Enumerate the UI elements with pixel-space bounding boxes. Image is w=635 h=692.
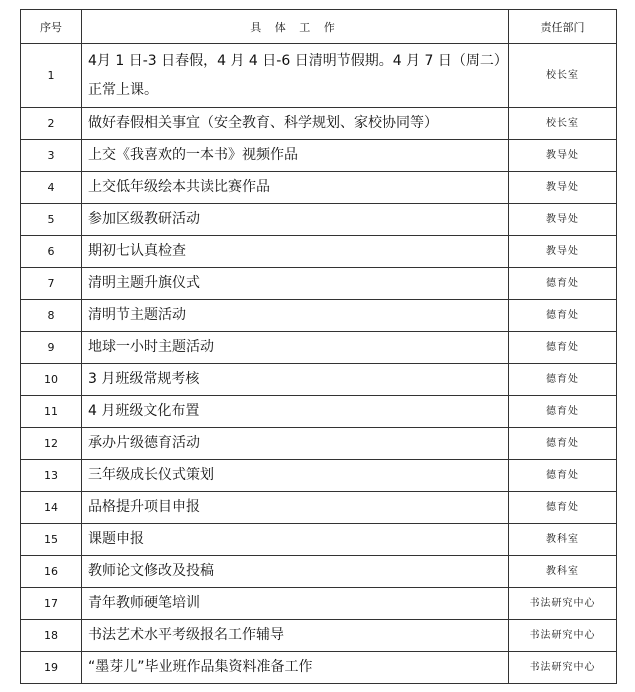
row-number: 2 — [21, 108, 82, 140]
row-number: 13 — [21, 460, 82, 492]
row-number: 3 — [21, 140, 82, 172]
row-department: 教导处 — [509, 204, 617, 236]
table-row — [21, 556, 617, 588]
row-number: 18 — [21, 620, 82, 652]
row-department: 德育处 — [509, 428, 617, 460]
row-task: 参加区级教研活动 — [82, 204, 509, 236]
work-schedule-table — [20, 9, 617, 684]
table-row — [21, 428, 617, 460]
row-number: 19 — [21, 652, 82, 684]
row-department: 德育处 — [509, 364, 617, 396]
row-number: 11 — [21, 396, 82, 428]
row-task: 做好春假相关事宜（安全教育、科学规划、家校协同等） — [82, 108, 509, 140]
table-row — [21, 268, 617, 300]
table-row — [21, 524, 617, 556]
row-task: 地球一小时主题活动 — [82, 332, 509, 364]
row-task: 教师论文修改及投稿 — [82, 556, 509, 588]
row-number: 10 — [21, 364, 82, 396]
row-department: 校长室 — [509, 108, 617, 140]
row-task: 青年教师硬笔培训 — [82, 588, 509, 620]
table-row — [21, 44, 617, 108]
row-task: 期初七认真检查 — [82, 236, 509, 268]
row-number: 6 — [21, 236, 82, 268]
row-number: 5 — [21, 204, 82, 236]
row-number: 8 — [21, 300, 82, 332]
row-department: 校长室 — [509, 44, 617, 108]
table-row — [21, 620, 617, 652]
row-department: 德育处 — [509, 396, 617, 428]
row-department: 德育处 — [509, 332, 617, 364]
row-number: 17 — [21, 588, 82, 620]
row-department: 书法研究中心 — [509, 588, 617, 620]
row-task: 清明主题升旗仪式 — [82, 268, 509, 300]
header-serial-number: 序号 — [21, 10, 82, 44]
row-department: 教导处 — [509, 172, 617, 204]
table-row — [21, 332, 617, 364]
row-number: 16 — [21, 556, 82, 588]
row-department: 教科室 — [509, 556, 617, 588]
row-task: 上交《我喜欢的一本书》视频作品 — [82, 140, 509, 172]
table-row — [21, 140, 617, 172]
row-number: 4 — [21, 172, 82, 204]
table-row — [21, 172, 617, 204]
row-department: 书法研究中心 — [509, 652, 617, 684]
table-row — [21, 108, 617, 140]
row-department: 德育处 — [509, 268, 617, 300]
table-row — [21, 236, 617, 268]
row-number: 7 — [21, 268, 82, 300]
header-department: 责任部门 — [509, 10, 617, 44]
row-number: 9 — [21, 332, 82, 364]
table-row — [21, 300, 617, 332]
row-department: 德育处 — [509, 492, 617, 524]
row-task: 4月 1 日-3 日春假，4 月 4 日-6 日清明节假期。4 月 7 日（周二）正常上课。 — [82, 44, 509, 108]
row-department: 教科室 — [509, 524, 617, 556]
table-row — [21, 204, 617, 236]
row-department: 书法研究中心 — [509, 620, 617, 652]
row-number: 12 — [21, 428, 82, 460]
row-number: 15 — [21, 524, 82, 556]
row-task: 书法艺术水平考级报名工作辅导 — [82, 620, 509, 652]
table-header-row — [21, 10, 617, 44]
table-row — [21, 588, 617, 620]
row-number: 14 — [21, 492, 82, 524]
row-department: 教导处 — [509, 140, 617, 172]
row-task: 三年级成长仪式策划 — [82, 460, 509, 492]
table-row — [21, 460, 617, 492]
row-task: 品格提升项目申报 — [82, 492, 509, 524]
table-row — [21, 396, 617, 428]
row-department: 德育处 — [509, 300, 617, 332]
table-row — [21, 492, 617, 524]
row-department: 教导处 — [509, 236, 617, 268]
row-task: 承办片级德育活动 — [82, 428, 509, 460]
row-task: 3 月班级常规考核 — [82, 364, 509, 396]
row-task: 课题申报 — [82, 524, 509, 556]
row-task: 上交低年级绘本共读比赛作品 — [82, 172, 509, 204]
header-task: 具 体 工 作 — [82, 10, 509, 44]
row-department: 德育处 — [509, 460, 617, 492]
table-row — [21, 652, 617, 684]
row-number: 1 — [21, 44, 82, 108]
row-task: 4 月班级文化布置 — [82, 396, 509, 428]
row-task: 清明节主题活动 — [82, 300, 509, 332]
row-task: “墨芽儿”毕业班作品集资料准备工作 — [82, 652, 509, 684]
table-row — [21, 364, 617, 396]
